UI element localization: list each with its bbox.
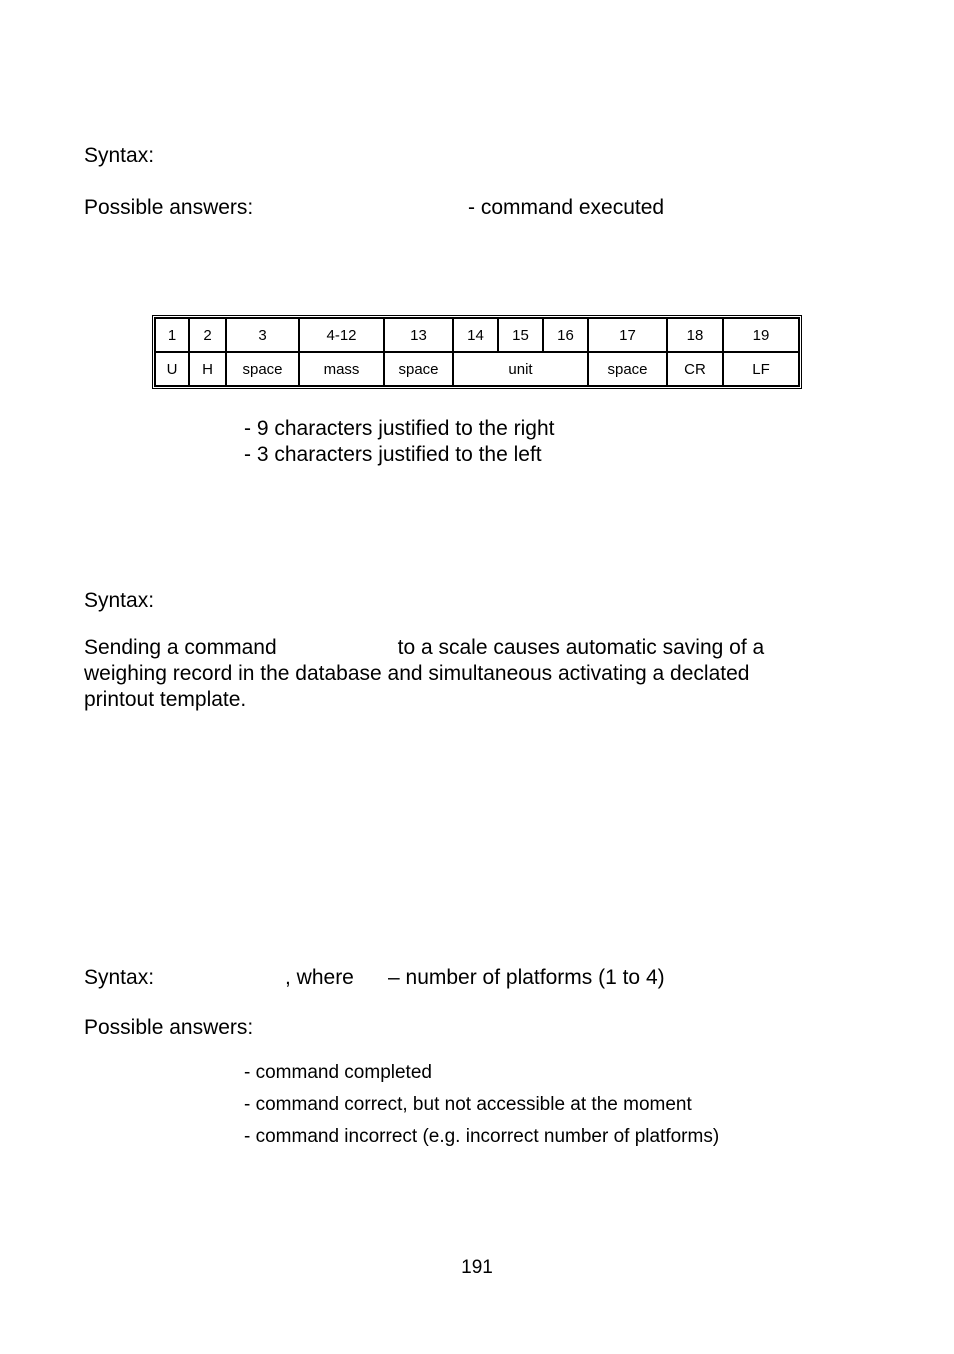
table-cell: 13 bbox=[384, 318, 453, 352]
possible-answers-label: Possible answers: bbox=[84, 1016, 254, 1039]
frame-format-table bbox=[152, 315, 802, 389]
table-cell: 14 bbox=[453, 318, 498, 352]
table-cell: H bbox=[189, 352, 226, 386]
paragraph-text: printout template. bbox=[84, 688, 247, 711]
table-cell: unit bbox=[453, 352, 588, 386]
table-cell: 3 bbox=[226, 318, 299, 352]
table-cell: CR bbox=[667, 352, 723, 386]
table-row-fields bbox=[155, 352, 799, 386]
table-cell: mass bbox=[299, 352, 384, 386]
table-cell: 15 bbox=[498, 318, 543, 352]
table-cell: 1 bbox=[155, 318, 189, 352]
table-cell: 18 bbox=[667, 318, 723, 352]
table-cell: U bbox=[155, 352, 189, 386]
syntax-label: Syntax: bbox=[84, 144, 155, 167]
table-cell: space bbox=[384, 352, 453, 386]
note-unit-format: - 3 characters justified to the left bbox=[244, 443, 542, 466]
answer-command-executed: - command executed bbox=[468, 196, 665, 219]
answer-item: - command correct, but not accessible at the moment bbox=[244, 1094, 692, 1115]
possible-answers-label: Possible answers: bbox=[84, 196, 254, 219]
description-paragraph bbox=[84, 635, 764, 713]
syntax-range-text: – number of platforms (1 to 4) bbox=[388, 966, 665, 989]
table-cell: LF bbox=[723, 352, 799, 386]
note-mass-format: - 9 characters justified to the right bbox=[244, 417, 555, 440]
syntax-label: Syntax: bbox=[84, 589, 155, 612]
table-cell: 2 bbox=[189, 318, 226, 352]
paragraph-text: Sending a command bbox=[84, 636, 277, 659]
table-cell: space bbox=[588, 352, 667, 386]
table-cell: 19 bbox=[723, 318, 799, 352]
paragraph-text: to a scale causes automatic saving of a bbox=[397, 636, 765, 659]
table-cell: 4-12 bbox=[299, 318, 384, 352]
table-cell: 17 bbox=[588, 318, 667, 352]
answer-item: - command completed bbox=[244, 1062, 432, 1083]
paragraph-text: weighing record in the database and simultaneous activating a declated bbox=[84, 662, 750, 685]
table-cell: space bbox=[226, 352, 299, 386]
answer-item: - command incorrect (e.g. incorrect number of platforms) bbox=[244, 1126, 720, 1147]
table-row-positions bbox=[155, 318, 799, 352]
table-cell: 16 bbox=[543, 318, 588, 352]
syntax-where-text: , where bbox=[285, 966, 354, 989]
syntax-label: Syntax: bbox=[84, 966, 155, 989]
page-number: 191 bbox=[461, 1257, 493, 1278]
